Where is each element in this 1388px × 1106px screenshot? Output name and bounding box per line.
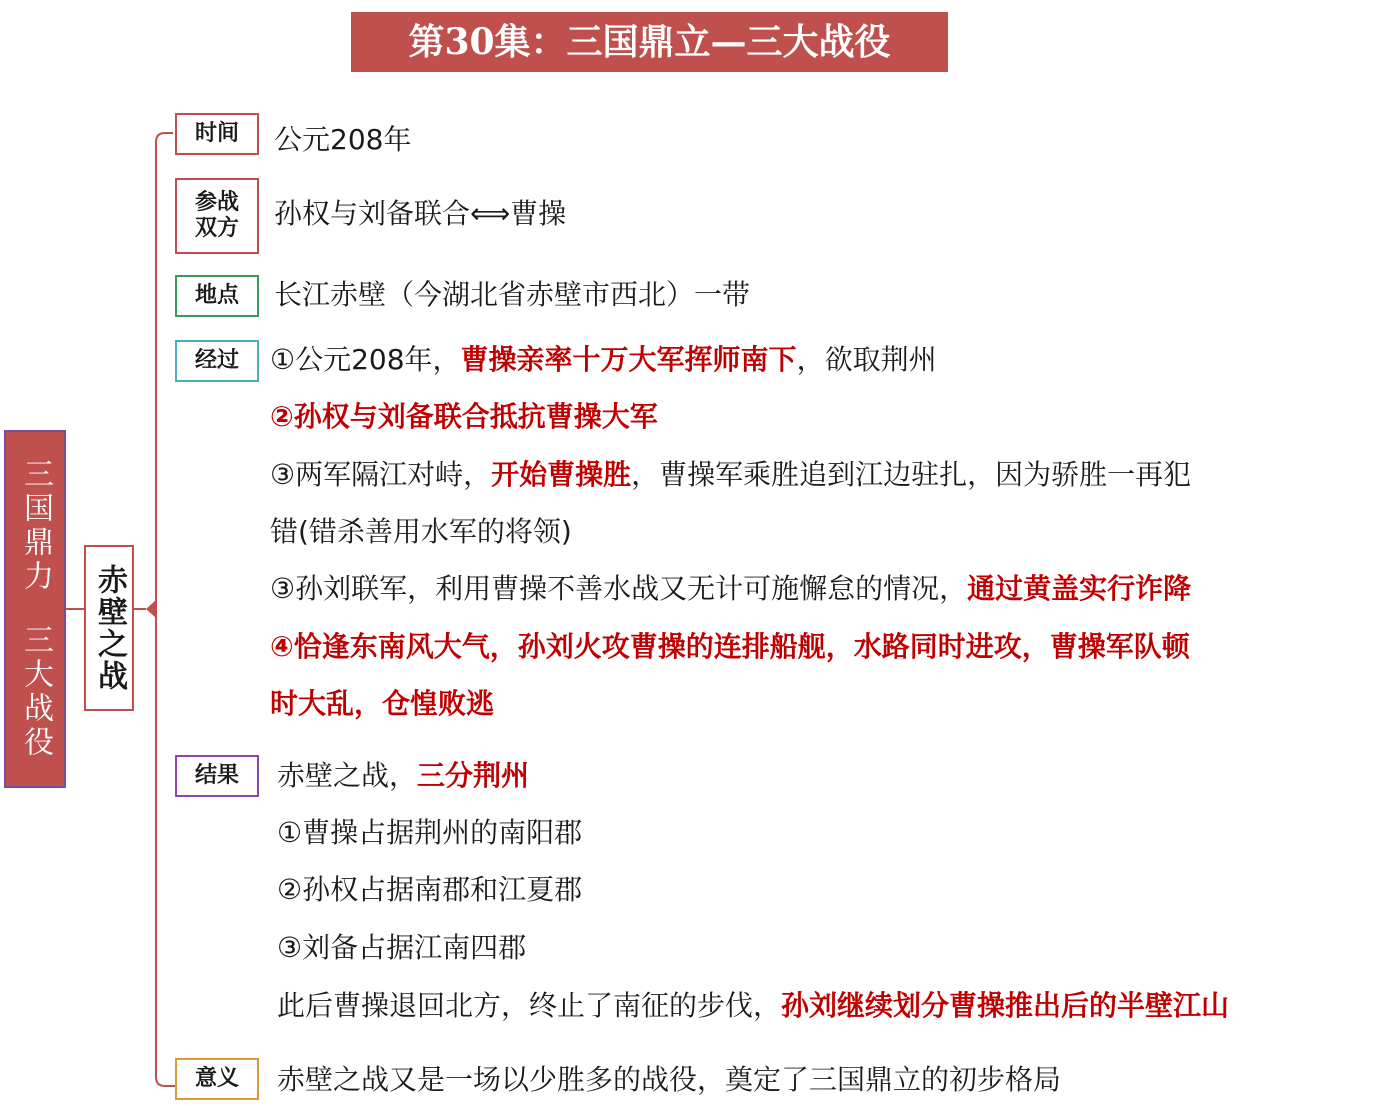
result-line-5-highlight: 孙刘继续划分曹操推出后的半壁江山 [781,989,1230,1022]
time-label-box [175,113,259,155]
root-topic-part2: 三大战役 [18,624,53,760]
place-label-box [175,275,259,317]
sides-text [274,194,566,234]
meaning-label-box [175,1058,259,1100]
bracket-spine [156,133,175,1086]
double-arrow-icon: ⟺ [470,197,511,230]
process-line-2: ②孙权与刘备联合抵抗曹操大军 [270,400,658,433]
process-line-3-c: ，曹操军乘胜追到江边驻扎，因为骄胜一再犯 [631,458,1192,491]
process-line-3 [270,455,1191,495]
result-line-1 [277,756,529,796]
result-line-3: ②孙权占据南郡和江夏郡 [277,873,583,906]
result-line-4: ③刘备占据江南四郡 [277,931,527,964]
result-label: 结果 [194,762,239,788]
sides-right: 曹操 [510,197,567,230]
process-line-4: 错(错杀善用水军的将领) [270,515,572,548]
sides-left: 孙权与刘备联合 [274,197,471,230]
result-line-5 [277,986,1229,1026]
process-line-5 [270,569,1191,609]
root-topic-part1: 三国鼎力 [18,458,53,594]
result-line-1-a: 赤壁之战， [277,759,418,792]
process-line-1-a: ①公元208年， [270,343,461,376]
place-label: 地点 [194,282,239,308]
place-text: 长江赤壁（今湖北省赤壁市西北）一带 [274,278,751,311]
process-line-6: ④恰逢东南风大气，孙刘火攻曹操的连排船舰，水路同时进攻，曹操军队顿 [270,630,1190,663]
process-line-3-a: ③两军隔江对峙， [270,458,492,491]
result-label-box [175,755,259,797]
branch-topic-label: 赤壁之战 [92,564,127,692]
result-line-1-highlight: 三分荆州 [417,759,530,792]
time-text: 公元208年 [274,123,412,156]
sides-label-line1: 参战 [194,189,239,215]
meaning-text: 赤壁之战又是一场以少胜多的战役，奠定了三国鼎立的初步格局 [277,1063,1062,1096]
branch-topic-box [84,545,134,711]
meaning-label: 意义 [194,1065,239,1091]
process-line-5-highlight: 通过黄盖实行诈降 [967,572,1192,605]
process-line-5-a: ③孙刘联军，利用曹操不善水战又无计可施懈怠的情况， [270,572,968,605]
process-line-1-c: ，欲取荆州 [796,343,937,376]
process-label-box [175,340,259,382]
process-line-1-highlight: 曹操亲率十万大军挥师南下 [460,343,797,376]
process-line-1 [270,340,937,380]
time-label: 时间 [194,120,239,146]
result-line-2: ①曹操占据荆州的南阳郡 [277,816,583,849]
process-line-3-highlight: 开始曹操胜 [491,458,632,491]
process-line-7: 时大乱，仓惶败逃 [270,687,495,720]
sides-label-line2: 双方 [194,216,239,241]
process-label: 经过 [194,347,239,373]
bracket-point [146,600,156,618]
sides-label-box [175,178,259,254]
result-line-5-a: 此后曹操退回北方，终止了南征的步伐， [277,989,782,1022]
page-title: 第30集：三国鼎立—三大战役 [351,12,948,72]
